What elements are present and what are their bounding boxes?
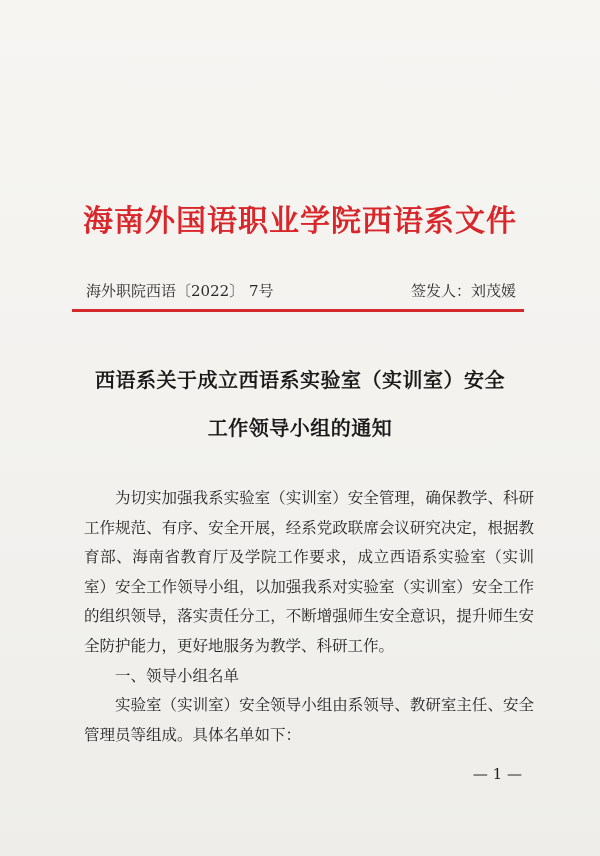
section-heading-leadership-list: 一、领导小组名单 — [115, 666, 240, 685]
org-header-title: 海南外国语职业学院西语系文件 — [83, 204, 517, 239]
page-number: — 1 — — [472, 765, 522, 783]
document-meta — [74, 280, 526, 304]
red-separator-line — [72, 309, 524, 312]
document-title-line-1: 西语系关于成立西语系实验室（实训室）安全 — [95, 368, 505, 392]
issuer-signatory: 签发人：刘茂媛 — [410, 282, 516, 300]
document-number: 海外职院西语〔2022〕 7号 — [86, 282, 274, 300]
document-title-line-2: 工作领导小组的通知 — [207, 416, 393, 440]
document-body — [84, 484, 534, 750]
body-paragraph-intro: 为切实加强我系实验室（实训室）安全管理，确保教学、科研工作规范、有序、安全开展，经系党政联席会议研究决定，根据教育部、海南省教育厅及学院工作要求，成立西语系实验室（实训室）安全工作领导小组，以加强我系对实验室（实训室）安全工作的组织领导，落实责任分工，不断增强师生安全意识，提升师生安全防护能力，更好地服务为教学、科研工作。 — [84, 489, 534, 655]
body-paragraph-composition: 实验室（实训室）安全领导小组由系领导、教研室主任、安全管理员等组成。具体名单如下： — [84, 696, 534, 744]
